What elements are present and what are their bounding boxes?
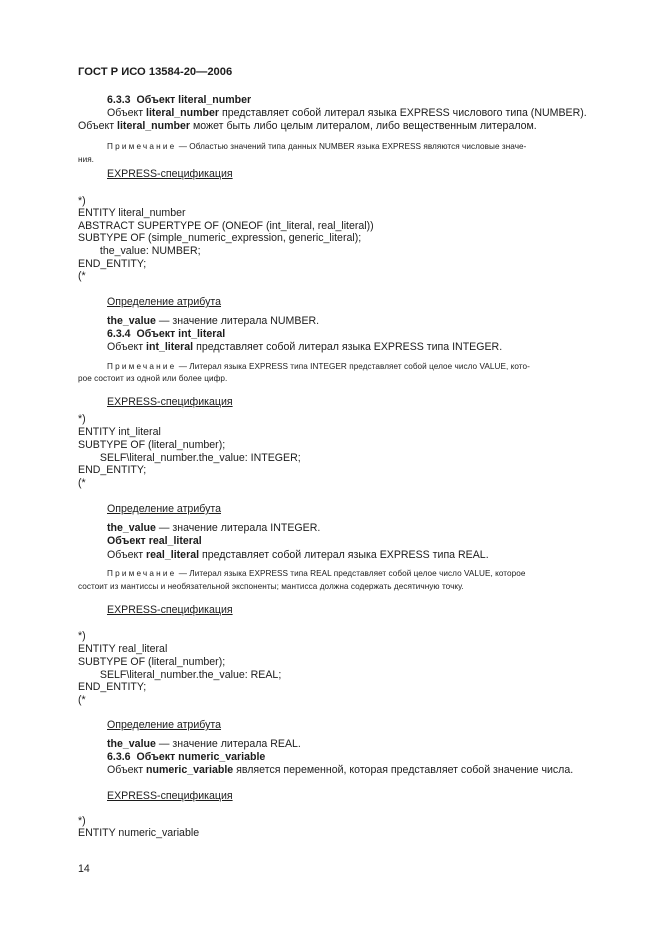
code-line: SELF\literal_number.the_value: REAL;	[94, 669, 282, 681]
code-line: (*	[78, 694, 86, 706]
text: Объект	[107, 341, 147, 353]
paragraph	[107, 549, 489, 562]
entity-name: int_literal	[146, 341, 194, 353]
code-line: (*	[78, 270, 86, 282]
note-line: ния.	[78, 155, 95, 164]
heading-entity-name: numeric_variable	[178, 751, 266, 763]
heading-entity-name: real_literal	[148, 535, 202, 547]
code-line: ENTITY int_literal	[78, 426, 161, 438]
attribute-name: the_value	[107, 738, 156, 750]
code-line: ENTITY literal_number	[78, 207, 186, 219]
text: представляет собой литерал языка EXPRESS типа REAL.	[199, 549, 489, 561]
attribute-definition-label: Определение атрибута	[107, 503, 222, 515]
text: является переменной, которая представляет собой значение числа.	[233, 764, 574, 776]
code-line: END_ENTITY;	[78, 681, 147, 693]
entity-name: real_literal	[146, 549, 200, 561]
heading-prefix: Объект	[107, 535, 146, 547]
heading-prefix: Объект	[136, 751, 176, 763]
attribute-definition-label: Определение атрибута	[107, 719, 222, 731]
text: представляет собой литерал языка EXPRESS числового типа (NUMBER).	[219, 107, 587, 119]
code-line: SUBTYPE OF (simple_numeric_expression, generic_literal);	[78, 232, 362, 244]
note-text: — Областью значений типа данных NUMBER языка EXPRESS являются числовые значе-	[176, 142, 527, 151]
attribute-description: — значение литерала REAL.	[155, 738, 301, 750]
heading-number: 6.3.4	[107, 328, 131, 340]
express-spec-label: EXPRESS-спецификация	[107, 790, 233, 802]
note-text: — Литерал языка EXPRESS типа INTEGER представляет собой целое число VALUE, кото-	[176, 362, 530, 371]
text: Объект	[107, 764, 147, 776]
attribute-description: — значение литерала NUMBER.	[155, 315, 320, 327]
code-line: ENTITY numeric_variable	[78, 827, 200, 839]
code-line: *)	[78, 815, 86, 827]
paragraph	[107, 764, 573, 777]
code-line: the_value: NUMBER;	[94, 245, 201, 257]
page-number: 14	[78, 863, 90, 875]
attribute-definition-label: Определение атрибута	[107, 296, 222, 308]
paragraph	[107, 107, 587, 120]
code-line: SUBTYPE OF (literal_number);	[78, 439, 226, 451]
attribute-description: — значение литерала INTEGER.	[155, 522, 321, 534]
code-line: ENTITY real_literal	[78, 643, 168, 655]
attribute-name: the_value	[107, 315, 156, 327]
heading-number: 6.3.3	[107, 94, 131, 106]
note-label: Примечание	[107, 569, 177, 578]
note-line	[107, 567, 525, 580]
note-label: Примечание	[107, 362, 177, 371]
attribute-definition	[107, 738, 301, 751]
attribute-definition	[107, 315, 319, 328]
entity-name: literal_number	[117, 120, 191, 132]
heading-entity-name: int_literal	[178, 328, 226, 340]
section-heading-6-3-3	[107, 94, 251, 107]
code-line: END_ENTITY;	[78, 258, 147, 270]
express-spec-label: EXPRESS-спецификация	[107, 604, 233, 616]
heading-prefix: Объект	[136, 94, 176, 106]
code-line: *)	[78, 630, 86, 642]
code-line: SELF\literal_number.the_value: INTEGER;	[94, 452, 301, 464]
note-line: рое состоит из одной или более цифр.	[78, 374, 228, 383]
code-line: *)	[78, 195, 86, 207]
text: представляет собой литерал языка EXPRESS типа INTEGER.	[193, 341, 503, 353]
attribute-definition	[107, 522, 320, 535]
entity-name: numeric_variable	[146, 764, 234, 776]
section-heading-6-3-4	[107, 328, 225, 341]
code-line: SUBTYPE OF (literal_number);	[78, 656, 226, 668]
heading-entity-name: literal_number	[178, 94, 252, 106]
note-line	[107, 140, 526, 153]
heading-number: 6.3.6	[107, 751, 131, 763]
code-line: *)	[78, 413, 86, 425]
text: может быть либо целым литералом, либо вещественным литералом.	[190, 120, 537, 132]
heading-prefix: Объект	[136, 328, 176, 340]
note-line: состоит из мантиссы и необязательной экспоненты; мантисса должна содержать десятичную точку.	[78, 582, 464, 591]
entity-name: literal_number	[146, 107, 220, 119]
express-spec-label: EXPRESS-спецификация	[107, 168, 233, 180]
code-line: ABSTRACT SUPERTYPE OF (ONEOF (int_literal, real_literal))	[78, 220, 374, 232]
text: Объект	[78, 120, 118, 132]
document-header: ГОСТ Р ИСО 13584-20—2006	[78, 66, 233, 78]
express-spec-label: EXPRESS-спецификация	[107, 396, 233, 408]
attribute-name: the_value	[107, 522, 156, 534]
code-line: (*	[78, 477, 86, 489]
text: Объект	[107, 549, 147, 561]
text: Объект	[107, 107, 147, 119]
paragraph	[107, 341, 502, 354]
code-line: END_ENTITY;	[78, 464, 147, 476]
note-label: Примечание	[107, 142, 177, 151]
section-heading-real-literal	[107, 535, 202, 548]
section-heading-6-3-6	[107, 751, 265, 764]
note-text: — Литерал языка EXPRESS типа REAL представляет собой целое число VALUE, которое	[176, 569, 526, 578]
paragraph	[78, 120, 537, 133]
